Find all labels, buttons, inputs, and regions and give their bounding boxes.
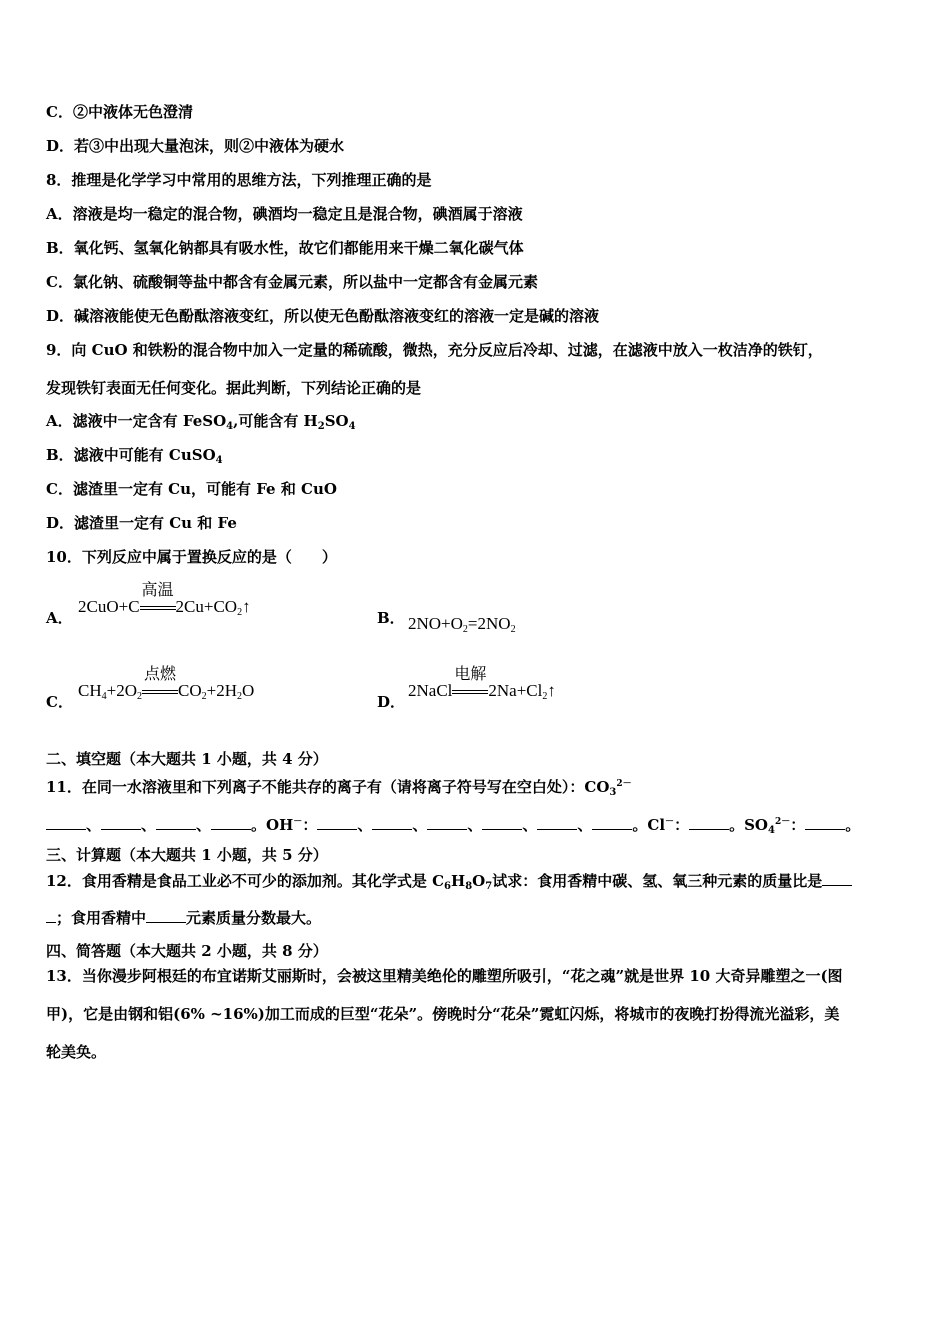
answer-blank[interactable] — [46, 815, 86, 830]
q12-stem: 12．食用香精是食品工业必不可少的添加剂。其化学式是 $C_6H_8O_7$试求：食用香精中碳、氢、氧三种元素的质量比是 — [46, 871, 852, 897]
q8-option-d: D．碱溶液能使无色酚酞溶液变红，所以使无色酚酞溶液变红的溶液一定是碱的溶液 — [46, 307, 600, 325]
q10-equation-a: 2CuO+C 高温 $2Cu+CO_2↑$ — [78, 597, 251, 618]
answer-blank[interactable] — [537, 815, 577, 830]
q9-stem-line2: 发现铁钉表面无任何变化。据此判断，下列结论正确的是 — [46, 379, 422, 397]
answer-blank[interactable] — [101, 815, 141, 830]
q13-line2: 甲)，它是由钢和铝(6% ~16%)加工而成的巨型“花朵”。傍晚时分“花朵”霓虹闪烁，将城市的夜晚打扮得流光溢彩，美 — [46, 1005, 840, 1023]
answer-blank[interactable] — [46, 908, 56, 923]
answer-blank[interactable] — [482, 815, 522, 830]
answer-blank[interactable] — [372, 815, 412, 830]
q10-option-a-label: A． — [46, 609, 73, 627]
condition-ignite: 点燃 — [143, 666, 176, 683]
q13-line1: 13．当你漫步阿根廷的布宜诺斯艾丽斯时，会被这里精美绝伦的雕塑所吸引，“花之魂”就是世界 10 大奇异雕塑之一(图 — [46, 967, 843, 985]
q10-stem: 10．下列反应中属于置换反应的是（ ） — [46, 548, 337, 566]
answer-blank[interactable] — [592, 815, 632, 830]
section-3-heading: 三、计算题（本大题共 1 小题，共 5 分） — [46, 846, 328, 864]
q8-option-a: A．溶液是均一稳定的混合物，碘酒均一稳定且是混合物，碘酒属于溶液 — [46, 205, 523, 223]
q10-option-c-label: C． — [46, 693, 73, 711]
q10-equation-b: $2NO+O_2=2NO_2$ — [408, 614, 516, 635]
answer-blank[interactable] — [822, 871, 852, 886]
q8-option-c: C．氯化钠、硫酸铜等盐中都含有金属元素，所以盐中一定都含有金属元素 — [46, 273, 538, 291]
q8-stem: 8．推理是化学学习中常用的思维方法，下列推理正确的是 — [46, 171, 432, 189]
section-4-heading: 四、简答题（本大题共 2 小题，共 8 分） — [46, 942, 328, 960]
answer-blank[interactable] — [689, 815, 729, 830]
answer-blank[interactable] — [156, 815, 196, 830]
q10-equation-d: 2NaCl 电解 $2Na+Cl_2↑$ — [408, 681, 556, 702]
q12-line2: ；食用香精中 元素质量分数最大。 — [46, 908, 321, 928]
answer-blank[interactable] — [805, 815, 845, 830]
condition-high-temp: 高温 — [141, 582, 174, 599]
q10-equation-c: $CH_4+2O_2$ 点燃 $CO_2+2H_2O$ — [78, 681, 254, 702]
condition-electrolysis: 电解 — [454, 666, 487, 683]
q9-option-a: A．滤液中一定含有 FeSO$_4$,可能含有 $H_2SO_4$ — [46, 412, 356, 432]
section-2-heading: 二、填空题（本大题共 1 小题，共 4 分） — [46, 750, 328, 768]
q9-stem-line1: 9．向 CuO 和铁粉的混合物中加入一定量的稀硫酸，微热，充分反应后冷却、过滤，在滤液中放入一枚洁净的铁钉， — [46, 341, 823, 359]
q9-option-c: C．滤渣里一定有 Cu，可能有 Fe 和 CuO — [46, 480, 337, 498]
answer-blank[interactable] — [317, 815, 357, 830]
q10-option-d-label: D． — [377, 693, 406, 711]
answer-blank[interactable] — [211, 815, 251, 830]
q8-option-b: B．氧化钙、氢氧化钠都具有吸水性，故它们都能用来干燥二氧化碳气体 — [46, 239, 524, 257]
q11-blanks: 、 、 、 。OH－： 、 、 、 、 、 。Cl－： 。$SO_4^{2-}$： 。 — [46, 812, 860, 841]
q9-option-d: D．滤渣里一定有 Cu 和 Fe — [46, 514, 237, 532]
q7-option-c: C．②中液体无色澄清 — [46, 103, 193, 121]
answer-blank[interactable] — [146, 908, 186, 923]
q13-line3: 轮美奂。 — [46, 1043, 107, 1061]
q9-option-b: B．滤液中可能有 CuSO$_4$ — [46, 446, 223, 466]
q7-option-d: D．若③中出现大量泡沫，则②中液体为硬水 — [46, 137, 345, 155]
q10-option-b-label: B． — [377, 609, 405, 627]
answer-blank[interactable] — [427, 815, 467, 830]
q11-stem: 11．在同一水溶液里和下列离子不能共存的离子有（请将离子符号写在空白处）：$CO_3^{2-}$ — [46, 778, 632, 798]
